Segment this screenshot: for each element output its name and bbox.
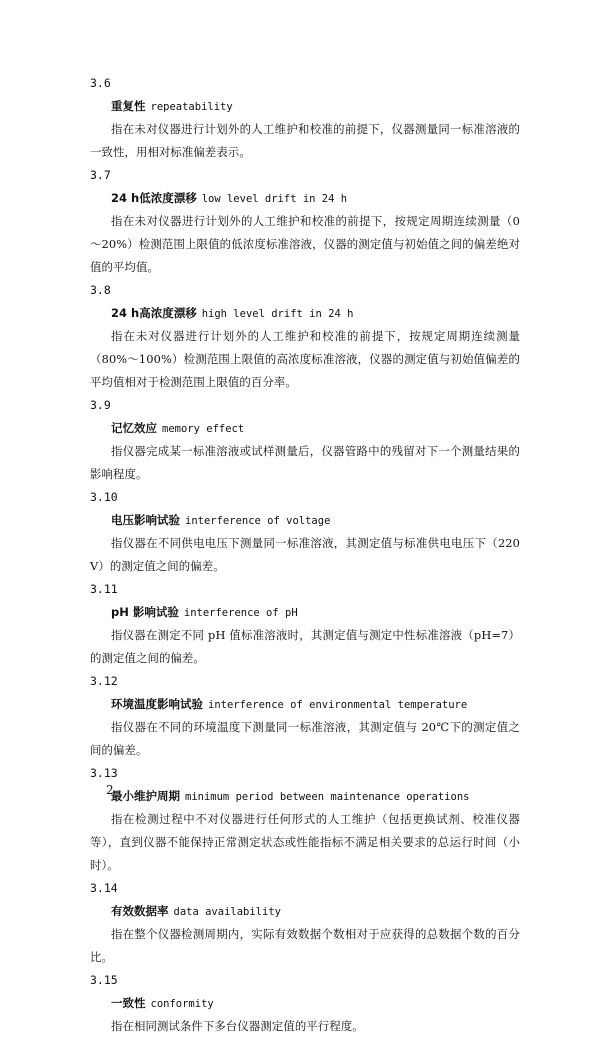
term-chinese: 环境温度影响试验 bbox=[111, 697, 203, 711]
term-heading bbox=[111, 693, 520, 716]
clause-number: 3.8 bbox=[90, 283, 111, 297]
clause-number: 3.15 bbox=[90, 973, 118, 987]
clause-number: 3.10 bbox=[90, 490, 118, 504]
term-english: memory effect bbox=[162, 423, 245, 435]
term-english: interference of environmental temperature bbox=[208, 699, 468, 711]
term-entry-3-6 bbox=[90, 72, 520, 164]
term-chinese: pH 影响试验 bbox=[111, 605, 179, 619]
term-entry-3-8 bbox=[90, 279, 520, 394]
term-entry-3-11 bbox=[90, 578, 520, 670]
term-entry-3-10 bbox=[90, 486, 520, 578]
term-definition: 指仪器在不同的环境温度下测量同一标准溶液，其测定值与 20℃下的测定值之间的偏差。 bbox=[90, 720, 520, 757]
term-entry-3-9 bbox=[90, 394, 520, 486]
term-heading bbox=[111, 417, 520, 440]
term-heading bbox=[111, 95, 520, 118]
clause-number: 3.14 bbox=[90, 881, 118, 895]
clause-number: 3.6 bbox=[90, 76, 111, 90]
term-heading bbox=[111, 601, 520, 624]
term-heading bbox=[111, 187, 520, 210]
term-heading bbox=[111, 900, 520, 923]
term-chinese: 24 h低浓度漂移 bbox=[111, 191, 197, 205]
term-heading bbox=[111, 302, 520, 325]
term-chinese: 记忆效应 bbox=[111, 421, 157, 435]
term-chinese: 最小维护周期 bbox=[111, 789, 180, 803]
term-definition: 指在整个仪器检测周期内，实际有效数据个数相对于应获得的总数据个数的百分比。 bbox=[90, 927, 520, 964]
term-definition: 指仪器在不同供电电压下测量同一标准溶液，其测定值与标准供电电压下（220 V）的测定值之间的偏差。 bbox=[90, 536, 520, 573]
term-chinese: 重复性 bbox=[111, 99, 146, 113]
term-english: minimum period between maintenance operations bbox=[185, 791, 470, 803]
term-chinese: 电压影响试验 bbox=[111, 513, 180, 527]
term-heading bbox=[111, 992, 520, 1015]
term-english: data availability bbox=[173, 906, 281, 918]
page-number: 2 bbox=[106, 783, 114, 797]
clause-number: 3.12 bbox=[90, 674, 118, 688]
term-chinese: 有效数据率 bbox=[111, 904, 169, 918]
document-body bbox=[90, 72, 520, 1038]
term-entry-3-15 bbox=[90, 969, 520, 1038]
term-chinese: 一致性 bbox=[111, 996, 146, 1010]
clause-number: 3.11 bbox=[90, 582, 118, 596]
term-definition: 指在未对仪器进行计划外的人工维护和校准的前提下，按规定周期连续测量（0～20%）检测范围上限值的低浓度标准溶液，仪器的测定值与初始值之间的偏差绝对值的平均值。 bbox=[90, 214, 520, 274]
term-entry-3-7 bbox=[90, 164, 520, 279]
term-entry-3-12 bbox=[90, 670, 520, 762]
term-definition: 指在未对仪器进行计划外的人工维护和校准的前提下，仪器测量同一标准溶液的一致性，用相对标准偏差表示。 bbox=[90, 122, 520, 159]
term-english: interference of pH bbox=[183, 607, 298, 619]
term-entry-3-13 bbox=[90, 762, 520, 877]
term-chinese: 24 h高浓度漂移 bbox=[111, 306, 197, 320]
term-entry-3-14 bbox=[90, 877, 520, 969]
term-heading bbox=[111, 785, 520, 808]
term-definition: 指在相同测试条件下多台仪器测定值的平行程度。 bbox=[111, 1019, 364, 1033]
term-english: conformity bbox=[150, 998, 214, 1010]
term-english: interference of voltage bbox=[185, 515, 331, 527]
term-english: low level drift in 24 h bbox=[201, 193, 348, 205]
term-definition: 指在未对仪器进行计划外的人工维护和校准的前提下，按规定周期连续测量（80%～100%）检测范围上限值的高浓度标准溶液，仪器的测定值与初始值偏差的平均值相对于检测范围上限值的百分率。 bbox=[90, 329, 520, 389]
term-definition: 指仪器完成某一标准溶液或试样测量后，仪器管路中的残留对下一个测量结果的影响程度。 bbox=[90, 444, 520, 481]
clause-number: 3.7 bbox=[90, 168, 111, 182]
clause-number: 3.13 bbox=[90, 766, 118, 780]
term-english: repeatability bbox=[150, 101, 233, 113]
term-heading bbox=[111, 509, 520, 532]
term-definition: 指仪器在测定不同 pH 值标准溶液时，其测定值与测定中性标准溶液（pH=7）的测定值之间的偏差。 bbox=[90, 628, 520, 665]
term-definition: 指在检测过程中不对仪器进行任何形式的人工维护（包括更换试剂、校准仪器等），直到仪器不能保持正常测定状态或性能指标不满足相关要求的总运行时间（小时）。 bbox=[90, 812, 520, 872]
term-english: high level drift in 24 h bbox=[201, 308, 354, 320]
clause-number: 3.9 bbox=[90, 398, 111, 412]
